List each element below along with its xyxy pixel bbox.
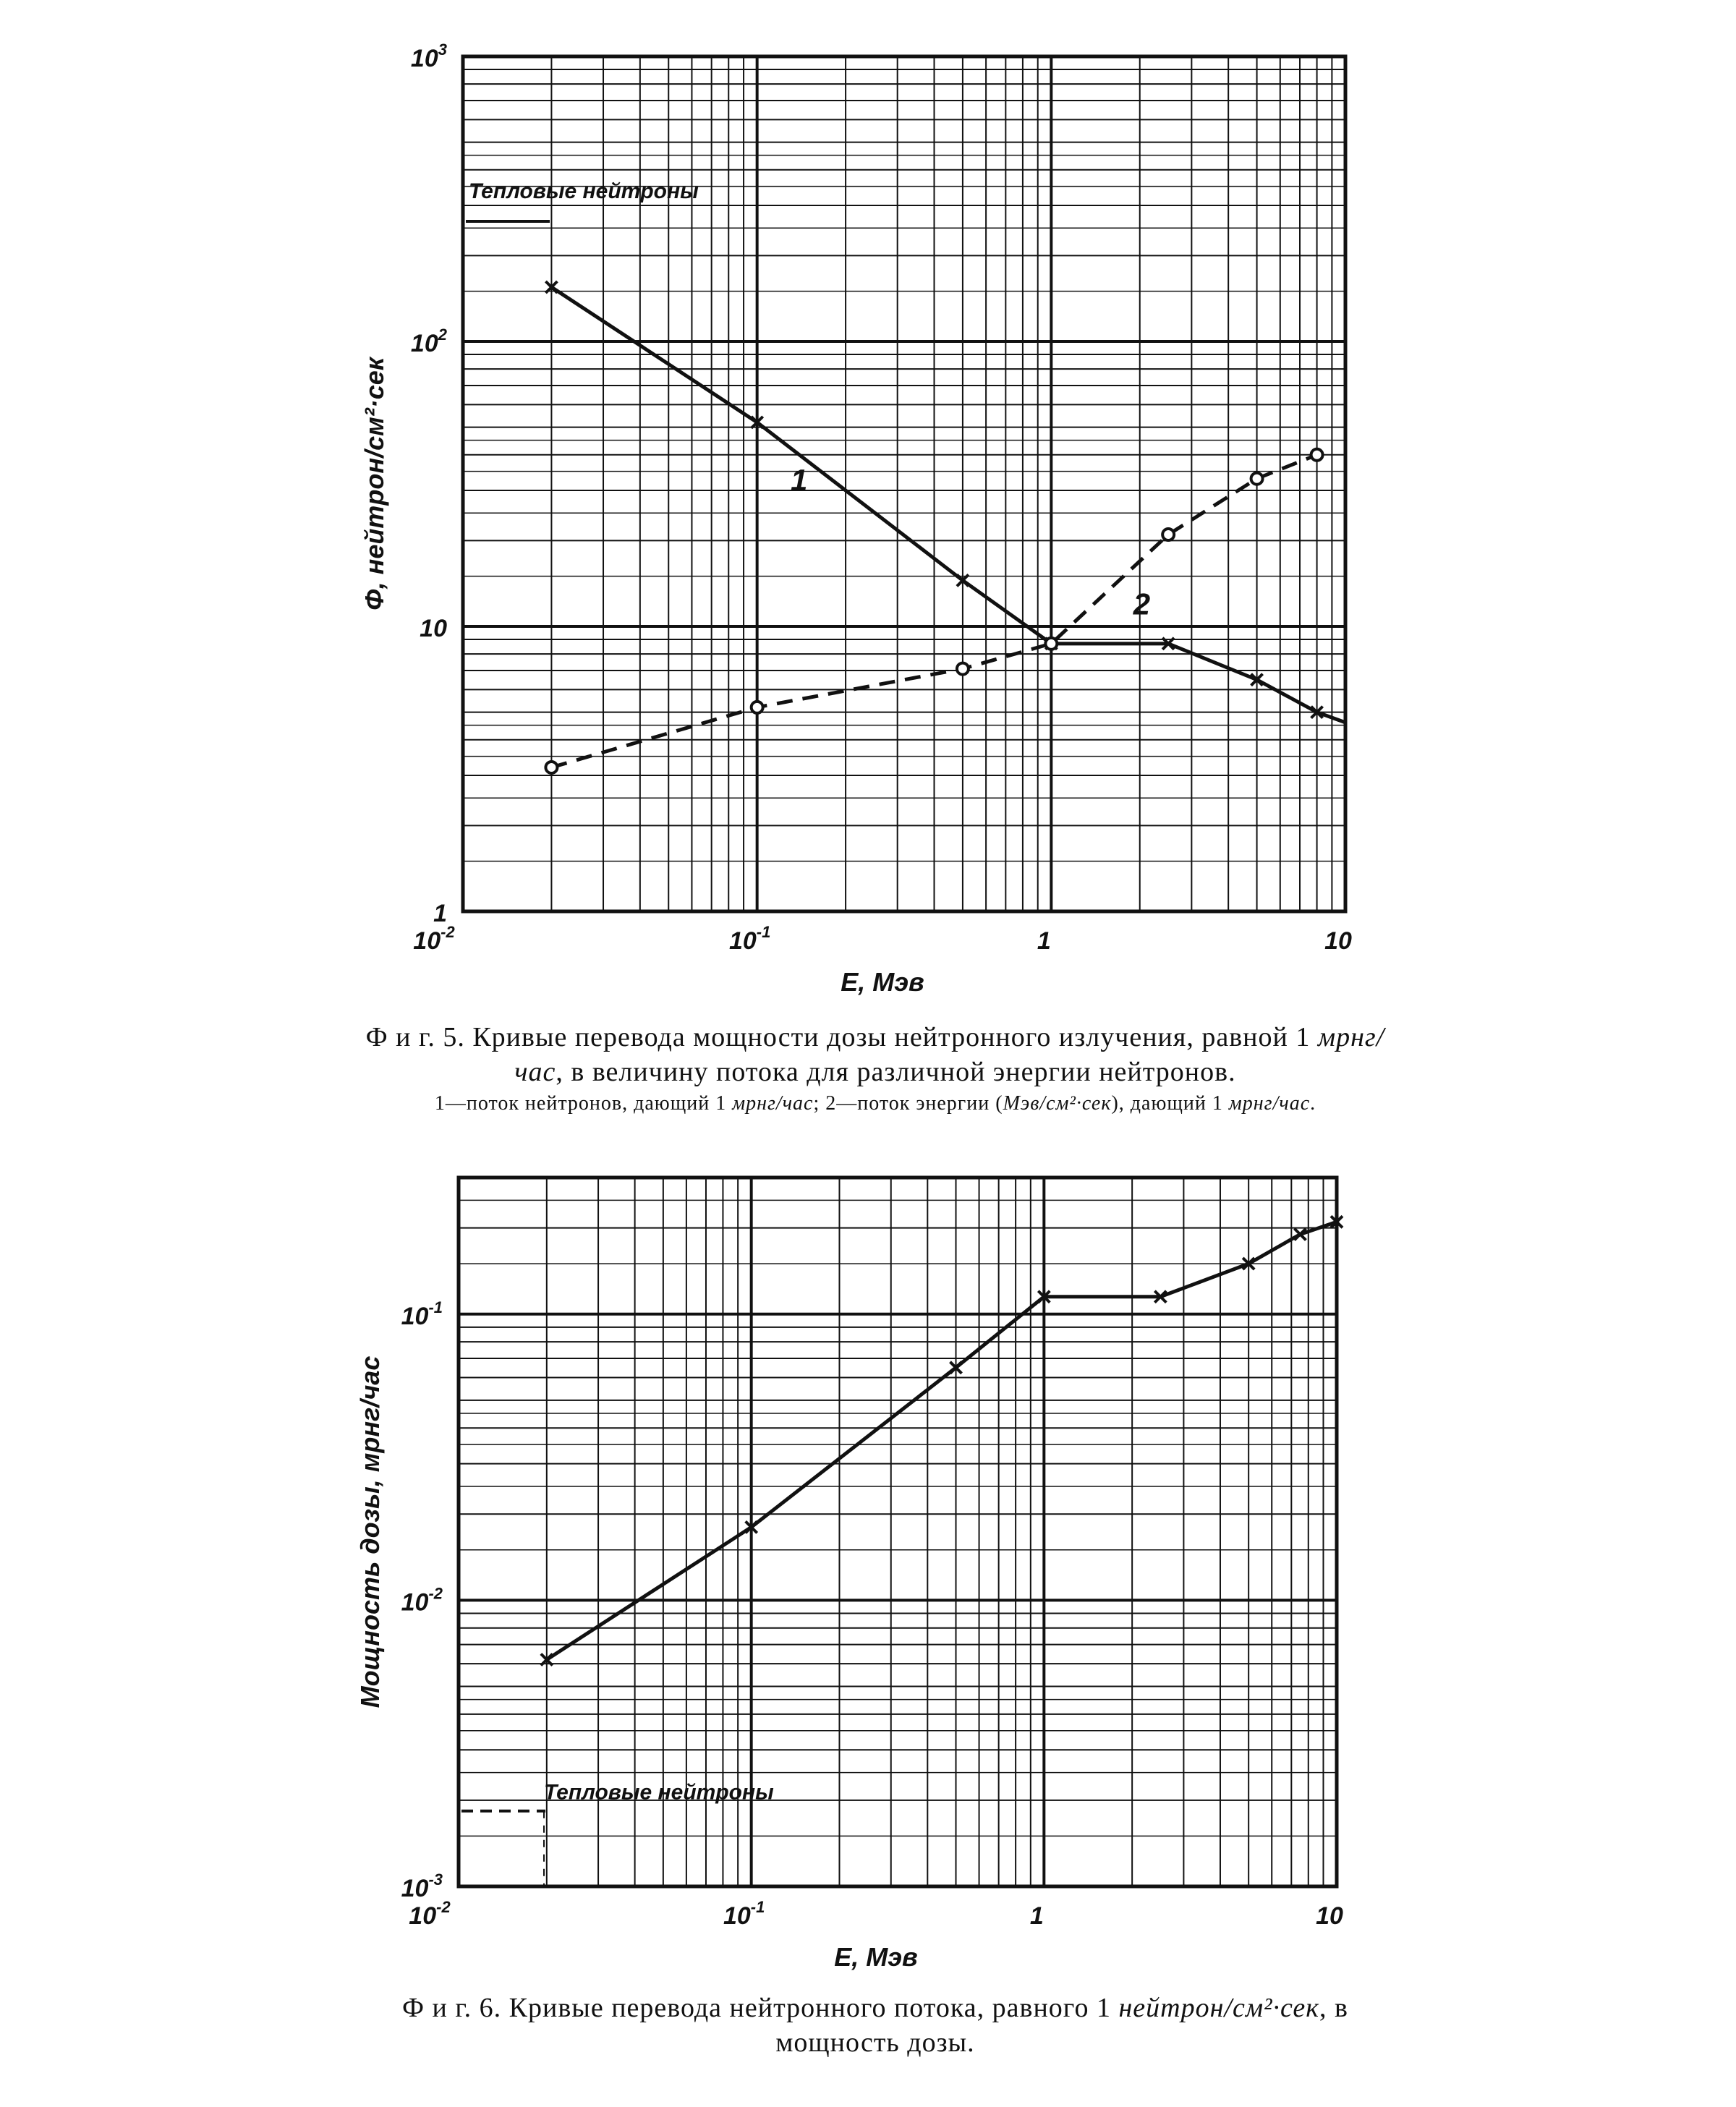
y-tick-exponent: 2 (438, 325, 447, 344)
caption-fig6-unit: нейтрон/см²·сек (1118, 1993, 1320, 2023)
x-tick-label (409, 1898, 451, 1930)
caption-fig5-text2: , в величину потока для различной энергии нейтронов. (556, 1057, 1236, 1087)
caption-fig6 (347, 1991, 1403, 2060)
y-tick-label (401, 1584, 443, 1616)
y-tick-base: 10 (401, 1588, 429, 1617)
x-tick-exponent: -1 (756, 923, 771, 941)
y-tick-base: 10 (420, 615, 447, 642)
y-tick-exponent: -1 (428, 1298, 443, 1316)
series-1-solid (541, 1216, 1343, 1665)
caption-fig5-legend-unit-3: мрнг/час (1228, 1092, 1311, 1115)
data-point (957, 663, 969, 675)
caption-fig5-legend-3: ), дающий 1 (1111, 1092, 1229, 1115)
data-point (1045, 638, 1057, 650)
y-tick-exponent: 3 (438, 41, 447, 59)
series-1-solid (545, 281, 1345, 723)
x-tick-base: 1 (1029, 1902, 1044, 1930)
chart-fig5 (359, 41, 1352, 997)
data-point (752, 702, 763, 713)
x-tick-exponent: -2 (441, 923, 455, 941)
caption-fig5-legend-1: 1—поток нейтронов, дающий 1 (434, 1092, 733, 1115)
y-tick-exponent: -2 (428, 1584, 443, 1603)
series-label: 1 (791, 463, 808, 498)
caption-fig5-prefix: Ф и г. 5. (365, 1022, 465, 1052)
series-line (547, 1222, 1337, 1659)
x-tick-base: 10 (1324, 927, 1352, 955)
y-tick-label (401, 1298, 443, 1330)
x-tick-label (723, 1898, 765, 1930)
series-label: 2 (1133, 587, 1151, 621)
caption-fig5-text1: Кривые перевода мощности дозы нейтронного излучения, равной 1 (464, 1022, 1318, 1052)
x-tick-label (1324, 927, 1352, 955)
caption-fig5-legend (347, 1092, 1403, 1115)
y-tick-base: 10 (401, 1302, 429, 1330)
y-tick-label (433, 900, 447, 927)
x-tick-base: 1 (1037, 927, 1051, 955)
data-point (1311, 449, 1323, 461)
x-tick-base: 10 (723, 1902, 751, 1930)
caption-fig5 (347, 1020, 1403, 1089)
x-tick-exponent: -1 (750, 1898, 765, 1916)
y-tick-base: 1 (433, 900, 447, 927)
caption-fig5-legend-unit-1: мрнг/час (732, 1092, 814, 1115)
x-tick-label (729, 923, 770, 955)
x-tick-exponent: -2 (436, 1898, 451, 1916)
y-axis-label: Φ, нейтрон/см²·сек (359, 357, 389, 611)
y-tick-label (420, 615, 447, 642)
caption-fig6-prefix: Ф и г. 6. (402, 1993, 502, 2023)
data-point (545, 762, 557, 773)
x-tick-label (1316, 1902, 1343, 1930)
caption-fig5-legend-4: . (1310, 1092, 1316, 1115)
y-tick-base: 10 (401, 1875, 429, 1902)
thermal-annotation: Тепловые нейтроны (469, 179, 699, 204)
y-tick-base: 10 (410, 330, 438, 357)
caption-fig5-legend-2: ; 2—поток энергии ( (813, 1092, 1003, 1115)
y-tick-exponent: -3 (428, 1870, 443, 1889)
y-axis-label: Мощность дозы, мрнг/час (355, 1355, 385, 1708)
x-tick-base: 10 (728, 927, 757, 955)
series-line (551, 287, 1345, 723)
caption-fig6-text1: Кривые перевода нейтронного потока, равного 1 (501, 1993, 1119, 2023)
x-tick-label (413, 923, 455, 955)
caption-fig6-text2: , в мощность дозы. (775, 1993, 1348, 2058)
x-tick-base: 10 (1316, 1902, 1343, 1930)
y-tick-label (411, 41, 447, 72)
x-axis-label: E, Мэв (841, 967, 924, 997)
data-point (1162, 529, 1174, 540)
x-axis-label: E, Мэв (834, 1942, 918, 1972)
caption-fig5-legend-unit-2: Мэв/см²·сек (1003, 1092, 1112, 1115)
chart-fig6 (355, 1178, 1343, 1972)
thermal-annotation: Тепловые нейтроны (544, 1780, 774, 1805)
x-tick-base: 10 (409, 1902, 437, 1930)
y-tick-base: 10 (410, 45, 438, 72)
data-point (1251, 473, 1263, 485)
caption-fig5-unit: мрнг/час (514, 1022, 1385, 1087)
x-tick-base: 10 (413, 927, 441, 955)
y-tick-label (411, 325, 448, 357)
x-tick-label (1030, 1902, 1044, 1930)
x-tick-label (1037, 927, 1051, 955)
